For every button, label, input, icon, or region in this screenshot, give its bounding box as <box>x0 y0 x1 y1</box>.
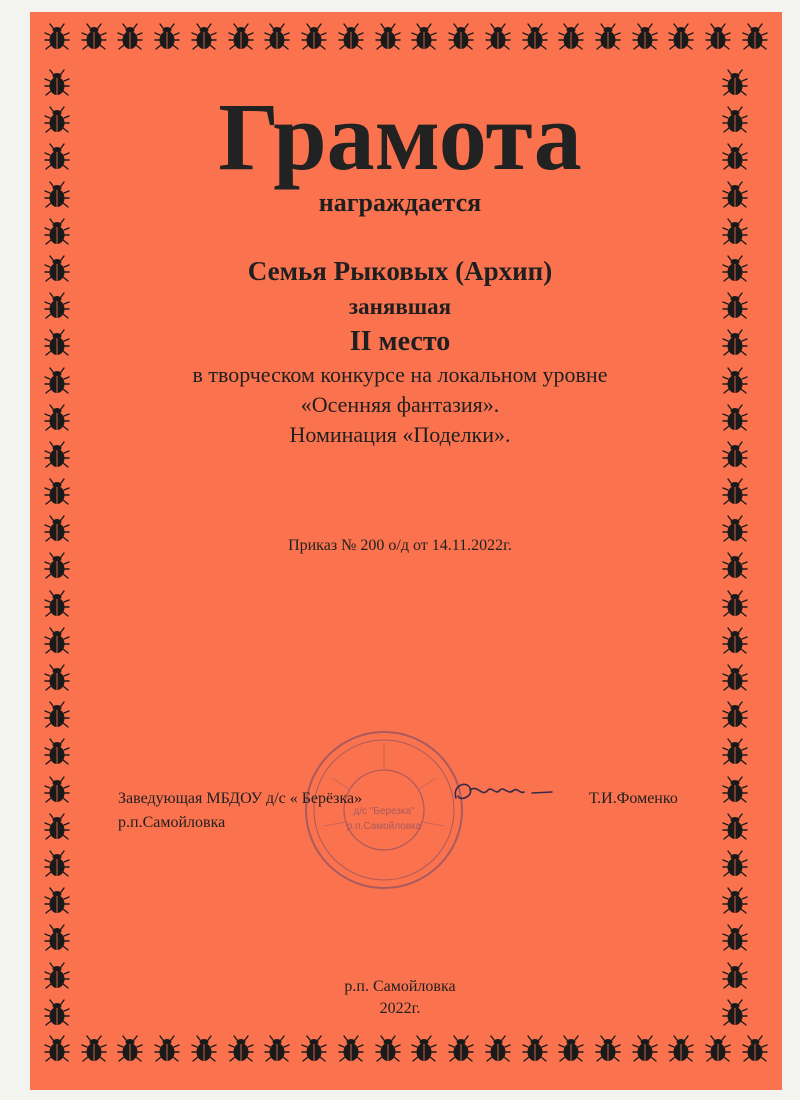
beetle-icon <box>42 886 72 916</box>
beetle-icon <box>740 22 770 52</box>
beetle-icon <box>720 812 750 842</box>
beetle-icon <box>42 812 72 842</box>
beetle-icon <box>720 477 750 507</box>
beetle-icon <box>115 1034 145 1064</box>
beetle-icon <box>703 1034 733 1064</box>
border-top <box>30 22 782 52</box>
description-line-2: «Осенняя фантазия». <box>300 392 500 417</box>
footer-town: р.п. Самойловка <box>344 978 456 995</box>
beetle-icon <box>42 477 72 507</box>
beetle-icon <box>720 775 750 805</box>
beetle-icon <box>593 22 623 52</box>
beetle-icon <box>720 626 750 656</box>
beetle-icon <box>42 663 72 693</box>
beetle-icon <box>720 886 750 916</box>
beetle-icon <box>446 22 476 52</box>
beetle-icon <box>42 589 72 619</box>
stamp-center-town: р.п.Самойловка <box>346 821 422 832</box>
beetle-icon <box>593 1034 623 1064</box>
beetle-icon <box>483 1034 513 1064</box>
beetle-icon <box>720 589 750 619</box>
beetle-icon <box>666 22 696 52</box>
beetle-icon <box>262 22 292 52</box>
beetle-icon <box>666 1034 696 1064</box>
beetle-icon <box>42 217 72 247</box>
beetle-icon <box>336 1034 366 1064</box>
stamp-center-name: д/с "Березка" <box>353 806 415 817</box>
beetle-icon <box>262 1034 292 1064</box>
description-line-3: Номинация «Поделки». <box>289 422 511 447</box>
footer-year: 2022г. <box>379 1000 421 1017</box>
signer-position: Заведующая МБДОУ д/с « Берёзка» <box>118 790 363 807</box>
beetle-icon <box>189 22 219 52</box>
beetle-icon <box>299 22 329 52</box>
beetle-icon <box>740 1034 770 1064</box>
beetle-icon <box>556 1034 586 1064</box>
beetle-icon <box>520 22 550 52</box>
beetle-icon <box>373 22 403 52</box>
beetle-icon <box>720 663 750 693</box>
beetle-icon <box>226 22 256 52</box>
beetle-icon <box>152 22 182 52</box>
beetle-icon <box>42 626 72 656</box>
beetle-icon <box>409 22 439 52</box>
beetle-icon <box>189 1034 219 1064</box>
beetle-icon <box>720 551 750 581</box>
description-line-1: в творческом конкурсе на локальном уровне <box>192 362 608 387</box>
beetle-icon <box>152 1034 182 1064</box>
recipient-name: Семья Рыковых (Архип) <box>247 256 553 286</box>
beetle-icon <box>720 700 750 730</box>
signer-name: Т.И.Фоменко <box>589 790 678 807</box>
beetle-icon <box>42 775 72 805</box>
beetle-icon <box>630 1034 660 1064</box>
handwritten-signature <box>448 776 558 810</box>
beetle-icon <box>42 849 72 879</box>
beetle-icon <box>373 1034 403 1064</box>
beetle-icon <box>409 1034 439 1064</box>
beetle-icon <box>42 1034 72 1064</box>
beetle-icon <box>703 22 733 52</box>
order-reference: Приказ № 200 о/д от 14.11.2022г. <box>288 537 512 554</box>
beetle-icon <box>42 700 72 730</box>
beetle-icon <box>720 737 750 767</box>
awarded-text: награждается <box>318 188 482 217</box>
beetle-icon <box>336 22 366 52</box>
beetle-icon <box>520 1034 550 1064</box>
beetle-icon <box>556 22 586 52</box>
beetle-icon <box>115 22 145 52</box>
beetle-icon <box>42 737 72 767</box>
beetle-icon <box>42 551 72 581</box>
border-bottom <box>30 1034 782 1064</box>
beetle-icon <box>630 22 660 52</box>
beetle-icon <box>720 849 750 879</box>
beetle-icon <box>42 22 72 52</box>
beetle-icon <box>79 22 109 52</box>
beetle-icon <box>299 1034 329 1064</box>
took-text: занявшая <box>348 294 452 319</box>
beetle-icon <box>446 1034 476 1064</box>
beetle-icon <box>42 923 72 953</box>
place-text: II место <box>349 326 451 357</box>
beetle-icon <box>226 1034 256 1064</box>
signer-town: р.п.Самойловка <box>118 814 226 831</box>
round-stamp <box>302 728 466 892</box>
beetle-icon <box>720 217 750 247</box>
beetle-icon <box>720 923 750 953</box>
beetle-icon <box>79 1034 109 1064</box>
certificate-title: Грамота <box>218 83 582 190</box>
beetle-icon <box>483 22 513 52</box>
